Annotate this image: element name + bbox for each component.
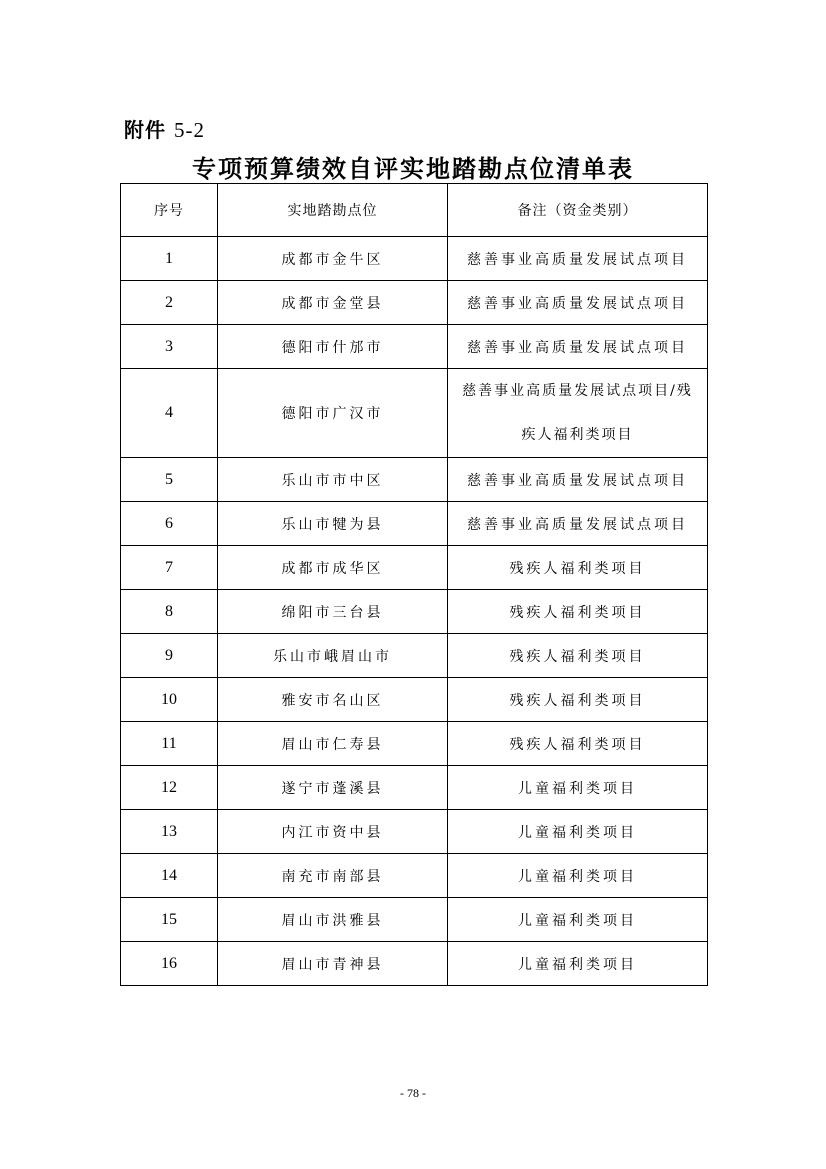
table-header-row: [121, 184, 708, 237]
row-number: 13: [121, 810, 218, 854]
row-location: 成都市成华区: [218, 546, 448, 590]
row-number: 2: [121, 281, 218, 325]
page-number: - 78 -: [400, 1086, 426, 1100]
row-note: 儿童福利类项目: [448, 898, 708, 942]
row-note: 儿童福利类项目: [448, 854, 708, 898]
row-location: 德阳市广汉市: [218, 369, 448, 458]
table-row: [121, 458, 708, 502]
row-note: 儿童福利类项目: [448, 810, 708, 854]
row-number: 14: [121, 854, 218, 898]
header-inspection-site: 实地踏勘点位: [218, 184, 448, 237]
row-location: 眉山市青神县: [218, 942, 448, 986]
table-row: [121, 766, 708, 810]
row-note: 慈善事业高质量发展试点项目: [448, 458, 708, 502]
row-number: 12: [121, 766, 218, 810]
row-location: 眉山市仁寿县: [218, 722, 448, 766]
row-note: 慈善事业高质量发展试点项目/残疾人福利类项目: [448, 369, 708, 458]
row-location: 德阳市什邡市: [218, 325, 448, 369]
row-number: 16: [121, 942, 218, 986]
row-location: 内江市资中县: [218, 810, 448, 854]
row-number: 3: [121, 325, 218, 369]
table-row: [121, 546, 708, 590]
row-note: 残疾人福利类项目: [448, 678, 708, 722]
attachment-text: 附件: [124, 118, 166, 142]
row-number: 10: [121, 678, 218, 722]
row-location: 绵阳市三台县: [218, 590, 448, 634]
row-location: 遂宁市蓬溪县: [218, 766, 448, 810]
row-location: 雅安市名山区: [218, 678, 448, 722]
row-location: 乐山市峨眉山市: [218, 634, 448, 678]
attachment-number: 5-2: [173, 118, 205, 142]
row-note: 残疾人福利类项目: [448, 722, 708, 766]
row-number: 15: [121, 898, 218, 942]
row-note: 慈善事业高质量发展试点项目: [448, 325, 708, 369]
row-number: 5: [121, 458, 218, 502]
page-title: 专项预算绩效自评实地踏勘点位清单表: [192, 154, 634, 183]
row-note: 慈善事业高质量发展试点项目: [448, 237, 708, 281]
table-row: [121, 854, 708, 898]
table-row: [121, 678, 708, 722]
table-row: [121, 237, 708, 281]
row-note: 慈善事业高质量发展试点项目: [448, 502, 708, 546]
row-note: 慈善事业高质量发展试点项目: [448, 281, 708, 325]
row-note: 残疾人福利类项目: [448, 590, 708, 634]
table-row: [121, 898, 708, 942]
row-location: 成都市金牛区: [218, 237, 448, 281]
row-number: 4: [121, 369, 218, 458]
row-location: 乐山市犍为县: [218, 502, 448, 546]
row-location: 眉山市洪雅县: [218, 898, 448, 942]
inspection-sites-table: [120, 183, 708, 986]
row-number: 9: [121, 634, 218, 678]
row-note: 儿童福利类项目: [448, 766, 708, 810]
row-number: 11: [121, 722, 218, 766]
row-location: 南充市南部县: [218, 854, 448, 898]
header-serial-number: 序号: [121, 184, 218, 237]
table-row: [121, 369, 708, 458]
table-row: [121, 722, 708, 766]
row-number: 1: [121, 237, 218, 281]
row-note: 儿童福利类项目: [448, 942, 708, 986]
row-number: 7: [121, 546, 218, 590]
table-row: [121, 590, 708, 634]
table-row: [121, 810, 708, 854]
row-location: 乐山市市中区: [218, 458, 448, 502]
header-note-fund-category: 备注（资金类别）: [448, 184, 708, 237]
row-note: 残疾人福利类项目: [448, 634, 708, 678]
table-row: [121, 942, 708, 986]
row-note: 残疾人福利类项目: [448, 546, 708, 590]
table-row: [121, 502, 708, 546]
attachment-label: [124, 114, 205, 143]
row-location: 成都市金堂县: [218, 281, 448, 325]
row-number: 8: [121, 590, 218, 634]
table-row: [121, 634, 708, 678]
table-row: [121, 325, 708, 369]
table-row: [121, 281, 708, 325]
row-number: 6: [121, 502, 218, 546]
